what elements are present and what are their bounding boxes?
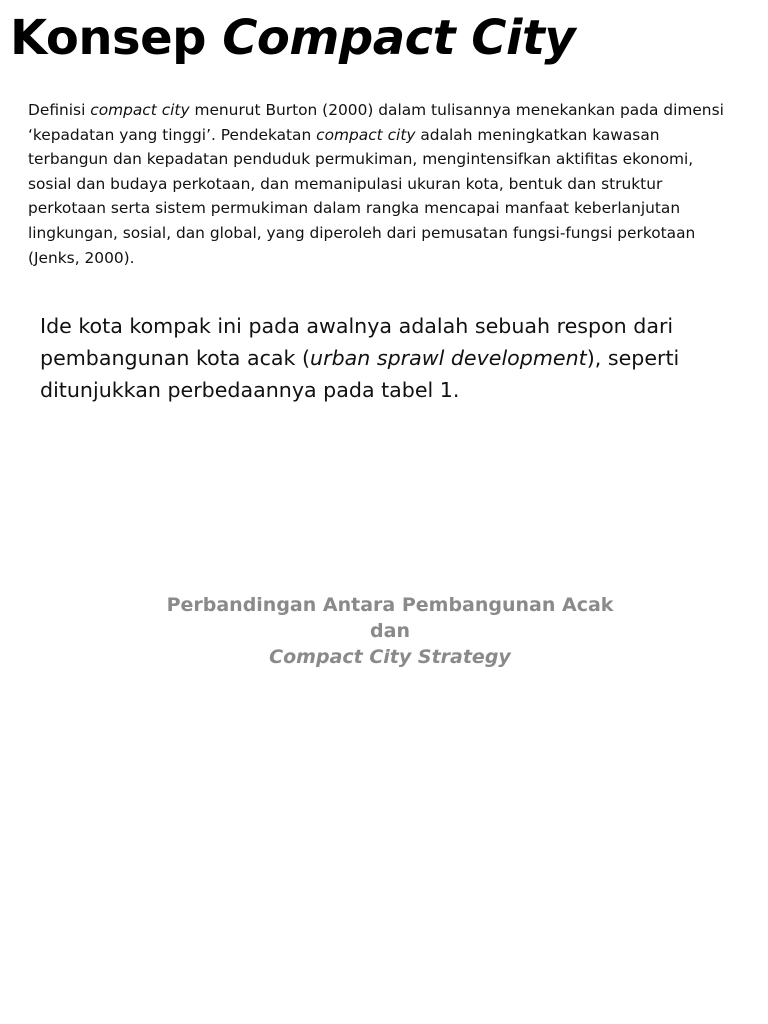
caption-line-2 — [0, 618, 768, 670]
title-prefix: Konsep — [10, 10, 223, 66]
definition-text-3: adalah meningkatkan kawasan terbangun dan kepadatan penduduk permukiman, mengintensifkan aktifitas ekonomi, sosial dan budaya perkotaan, dan memanipulasi ukuran kota, bentuk dan struktur perkotaan serta sistem permukiman dalam rangka mencapai manfaat keberlanjutan lingkungan, sosial, dan global, yang diperoleh dari pemusatan fungsi-fungsi perkotaan (Jenks, 2000). — [28, 125, 696, 267]
definition-term-1: compact city — [90, 101, 190, 119]
caption-line-2-prefix: dan — [370, 620, 410, 642]
idea-text-1: Ide kota kompak ini pada awalnya adalah sebuah respon dari pembangunan kota acak ( — [40, 314, 674, 370]
page-title — [10, 6, 575, 70]
idea-text-2: ), seperti ditunjukkan perbedaannya pada tabel 1. — [40, 346, 680, 402]
idea-paragraph — [40, 310, 740, 406]
caption-line-1: Perbandingan Antara Pembangunan Acak — [166, 594, 614, 616]
definition-text-2: menurut Burton (2000) dalam tulisannya menekankan pada dimensi ‘kepadatan yang tinggi’. Pendekatan — [28, 101, 724, 144]
title-emphasis: Compact City — [222, 10, 576, 66]
idea-term: urban sprawl development — [310, 346, 587, 370]
definition-paragraph — [28, 98, 740, 270]
caption-line-2-emphasis: Compact City Strategy — [269, 646, 511, 668]
definition-text-1: Definisi — [28, 101, 91, 119]
definition-term-2: compact city — [316, 125, 416, 144]
table-caption — [0, 592, 768, 670]
